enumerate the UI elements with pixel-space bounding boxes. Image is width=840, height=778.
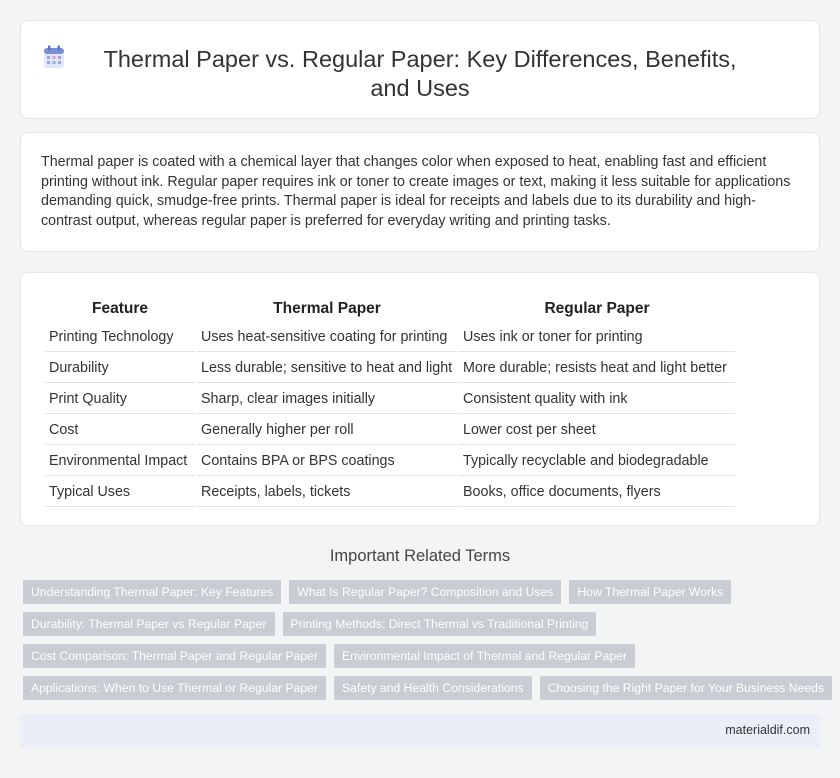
- table-cell: Print Quality: [45, 385, 195, 414]
- related-term-link[interactable]: Durability: Thermal Paper vs Regular Paper: [23, 612, 275, 636]
- table-row: [45, 385, 735, 414]
- table-row: [45, 323, 735, 352]
- table-cell: Typical Uses: [45, 478, 195, 507]
- footer: [20, 714, 820, 747]
- table-cell: Consistent quality with ink: [459, 385, 735, 414]
- intro-paragraph: Thermal paper is coated with a chemical layer that changes color when exposed to heat, enabling fast and efficient printing without ink. Regular paper requires ink or toner to create images or text, making it less suitable for applications demanding quick, smudge-free prints. Thermal paper is ideal for receipts and labels due to its durability and high-contrast output, whereas regular paper is preferred for everyday writing and printing tasks.: [41, 154, 791, 229]
- related-term-link[interactable]: What Is Regular Paper? Composition and Uses: [289, 580, 561, 604]
- tag-row: [23, 580, 823, 604]
- table-cell: Uses heat-sensitive coating for printing: [197, 323, 457, 352]
- tag-row: [23, 676, 823, 700]
- related-term-link[interactable]: Environmental Impact of Thermal and Regular Paper: [334, 644, 635, 668]
- table-row: [45, 478, 735, 507]
- related-terms-list: [23, 580, 823, 708]
- related-term-link[interactable]: Cost Comparison: Thermal Paper and Regular Paper: [23, 644, 326, 668]
- table-cell: Environmental Impact: [45, 447, 195, 476]
- table-row: [45, 447, 735, 476]
- table-cell: Generally higher per roll: [197, 416, 457, 445]
- related-terms-heading: Important Related Terms: [329, 547, 511, 565]
- related-term-link[interactable]: Printing Methods: Direct Thermal vs Traditional Printing: [283, 612, 597, 636]
- intro-card: [20, 132, 820, 252]
- table-row: [45, 416, 735, 445]
- column-header-feature: Feature: [92, 300, 148, 317]
- table-cell: Cost: [45, 416, 195, 445]
- related-term-link[interactable]: Applications: When to Use Thermal or Regular Paper: [23, 676, 326, 700]
- table-cell: Sharp, clear images initially: [197, 385, 457, 414]
- tag-row: [23, 644, 823, 668]
- related-term-link[interactable]: How Thermal Paper Works: [569, 580, 731, 604]
- table-cell: Lower cost per sheet: [459, 416, 735, 445]
- table-cell: Books, office documents, flyers: [459, 478, 735, 507]
- table-cell: More durable; resists heat and light better: [459, 354, 735, 383]
- related-term-link[interactable]: Choosing the Right Paper for Your Business Needs: [540, 676, 832, 700]
- table-cell: Uses ink or toner for printing: [459, 323, 735, 352]
- tag-row: [23, 612, 823, 636]
- comparison-table: [43, 295, 737, 509]
- table-cell: Printing Technology: [45, 323, 195, 352]
- column-header-thermal: Thermal Paper: [273, 300, 381, 317]
- table-cell: Receipts, labels, tickets: [197, 478, 457, 507]
- table-row: [45, 354, 735, 383]
- table-cell: Durability: [45, 354, 195, 383]
- related-term-link[interactable]: Understanding Thermal Paper: Key Features: [23, 580, 281, 604]
- title-card: [20, 20, 820, 119]
- page-title: Thermal Paper vs. Regular Paper: Key Differences, Benefits, and Uses: [103, 46, 737, 101]
- related-term-link[interactable]: Safety and Health Considerations: [334, 676, 532, 700]
- footer-site-link[interactable]: materialdif.com: [725, 723, 810, 737]
- table-header-row: [45, 297, 735, 321]
- comparison-card: [20, 272, 820, 526]
- table-cell: Typically recyclable and biodegradable: [459, 447, 735, 476]
- column-header-regular: Regular Paper: [544, 300, 650, 317]
- table-cell: Contains BPA or BPS coatings: [197, 447, 457, 476]
- table-cell: Less durable; sensitive to heat and light: [197, 354, 457, 383]
